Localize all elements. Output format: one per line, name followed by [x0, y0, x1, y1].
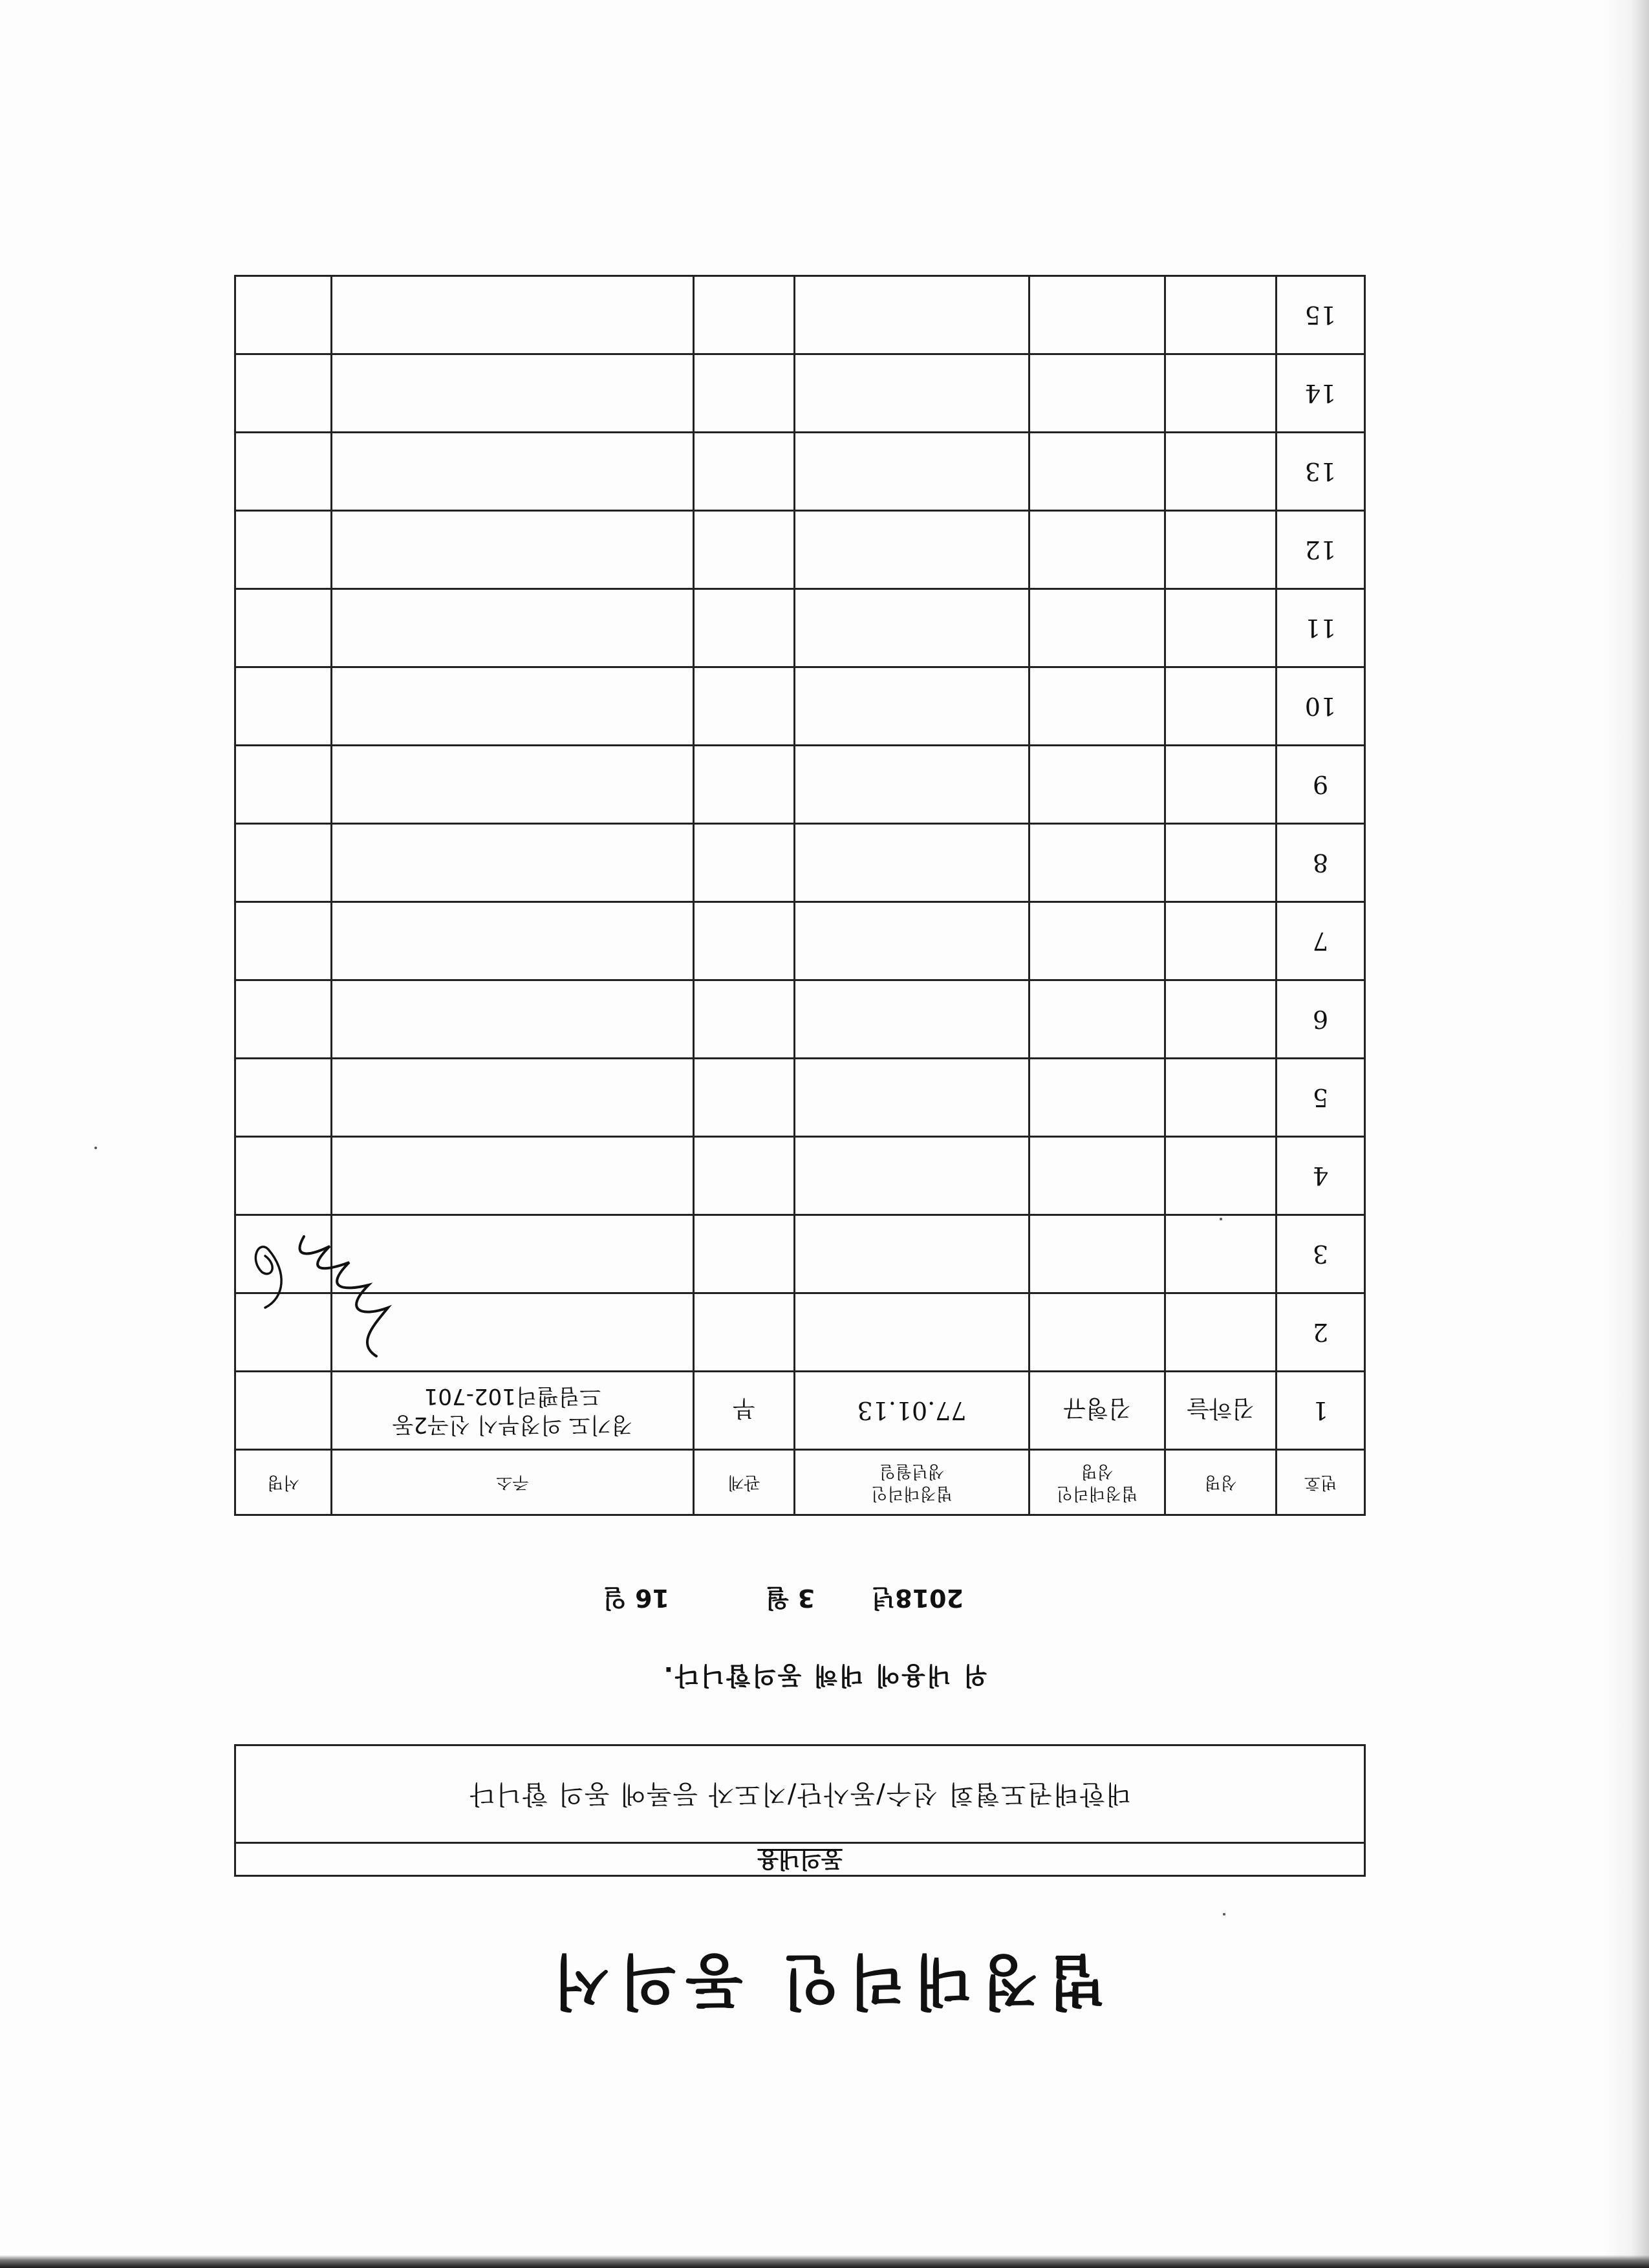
row-name [1165, 1293, 1277, 1372]
table-row [235, 902, 1365, 980]
row-signature [235, 511, 332, 589]
row-address [332, 746, 694, 824]
row-guardian-name: 김형규 [1029, 1372, 1165, 1450]
row-guardian-name [1029, 824, 1165, 902]
row-number: 6 [1277, 980, 1365, 1059]
row-guardian-name [1029, 511, 1165, 589]
row-signature [235, 1059, 332, 1137]
row-guardian-birth [795, 824, 1029, 902]
row-number: 4 [1277, 1137, 1365, 1215]
row-signature [235, 433, 332, 511]
table-row [235, 1215, 1365, 1293]
date-day: 16 일 [603, 1584, 669, 1612]
row-guardian-birth [795, 511, 1029, 589]
row-address [332, 276, 694, 354]
row-name [1165, 746, 1277, 824]
consent-content-body: 대한태권도협회 선수/동사단/지도자 등록에 동의 합니다 [468, 1779, 1132, 1809]
header-no: 번호 [1277, 1450, 1365, 1515]
header-relation: 관계 [694, 1450, 795, 1515]
row-signature [235, 824, 332, 902]
table-row [235, 1372, 1365, 1450]
row-name [1165, 980, 1277, 1059]
row-number: 11 [1277, 589, 1365, 667]
row-name: 김하늘 [1165, 1372, 1277, 1450]
table-row [235, 667, 1365, 746]
row-guardian-birth [795, 1137, 1029, 1215]
header-guardian-birth: 법정대리인 생년월일 [795, 1450, 1029, 1515]
consent-content-box [234, 1744, 1366, 1877]
row-guardian-birth [795, 589, 1029, 667]
row-signature [235, 1372, 332, 1450]
row-address [332, 902, 694, 980]
row-number: 7 [1277, 902, 1365, 980]
row-relation [694, 980, 795, 1059]
row-guardian-birth [795, 1059, 1029, 1137]
row-signature [235, 589, 332, 667]
table-row [235, 980, 1365, 1059]
guardian-table [234, 275, 1366, 1516]
row-name [1165, 433, 1277, 511]
guardian-table-wrapper [236, 279, 1366, 1516]
row-number: 13 [1277, 433, 1365, 511]
row-address [332, 980, 694, 1059]
consent-statement: 위 내용에 대해 동의합니다. [662, 1661, 987, 1690]
scan-speck [1220, 1218, 1222, 1220]
table-row [235, 354, 1365, 433]
row-address [332, 1059, 694, 1137]
row-guardian-name [1029, 276, 1165, 354]
row-relation [694, 433, 795, 511]
header-address: 주소 [332, 1450, 694, 1515]
date-month: 3 월 [765, 1584, 815, 1612]
row-guardian-name [1029, 1215, 1165, 1293]
consent-content-header: 동의내용 [236, 1842, 1364, 1875]
row-number: 9 [1277, 746, 1365, 824]
row-signature [235, 1137, 332, 1215]
row-name [1165, 1215, 1277, 1293]
date-year: 2018년 [871, 1584, 964, 1612]
row-number: 10 [1277, 667, 1365, 746]
header-guardian-name: 법정대리인 성명 [1029, 1450, 1165, 1515]
row-guardian-birth: 77.01.13 [795, 1372, 1029, 1450]
row-guardian-name [1029, 980, 1165, 1059]
row-guardian-birth [795, 667, 1029, 746]
row-name [1165, 824, 1277, 902]
row-guardian-birth [795, 433, 1029, 511]
row-guardian-name [1029, 667, 1165, 746]
row-signature [235, 667, 332, 746]
row-relation [694, 1293, 795, 1372]
row-address [332, 667, 694, 746]
table-row [235, 1059, 1365, 1137]
table-row [235, 433, 1365, 511]
table-row [235, 276, 1365, 354]
row-name [1165, 354, 1277, 433]
row-relation [694, 746, 795, 824]
row-number: 12 [1277, 511, 1365, 589]
row-relation [694, 354, 795, 433]
row-guardian-birth [795, 1215, 1029, 1293]
row-relation [694, 1059, 795, 1137]
scan-speck [94, 1147, 97, 1149]
row-address [332, 1372, 694, 1450]
row-name [1165, 511, 1277, 589]
table-row [235, 746, 1365, 824]
row-guardian-birth [795, 902, 1029, 980]
row-address [332, 824, 694, 902]
scan-edge-shadow [1604, 0, 1649, 2268]
scan-speck [1223, 1913, 1225, 1916]
row-guardian-name [1029, 902, 1165, 980]
header-signature: 서명 [235, 1450, 332, 1515]
header-name: 성명 [1165, 1450, 1277, 1515]
row-number: 15 [1277, 276, 1365, 354]
row-guardian-birth [795, 1293, 1029, 1372]
row-number: 8 [1277, 824, 1365, 902]
row-name [1165, 589, 1277, 667]
table-header-row [235, 1450, 1365, 1515]
row-guardian-birth [795, 746, 1029, 824]
row-guardian-name [1029, 354, 1165, 433]
row-guardian-name [1029, 433, 1165, 511]
row-number: 5 [1277, 1059, 1365, 1137]
row-relation [694, 276, 795, 354]
row-number: 2 [1277, 1293, 1365, 1372]
row-relation [694, 824, 795, 902]
row-guardian-birth [795, 276, 1029, 354]
row-signature [235, 276, 332, 354]
table-row [235, 511, 1365, 589]
row-signature [235, 354, 332, 433]
row-address [332, 354, 694, 433]
row-name [1165, 276, 1277, 354]
row-number: 14 [1277, 354, 1365, 433]
row-relation [694, 511, 795, 589]
row-guardian-name [1029, 1293, 1165, 1372]
row-guardian-name [1029, 589, 1165, 667]
row-relation [694, 1137, 795, 1215]
document-title: 법정대리인 동의서 [543, 1947, 1106, 2016]
table-row [235, 589, 1365, 667]
handwritten-signature [233, 1220, 401, 1369]
row-address [332, 589, 694, 667]
row-signature [235, 902, 332, 980]
scan-edge-band [0, 2255, 1649, 2268]
row-address [332, 1137, 694, 1215]
row-number: 1 [1277, 1372, 1365, 1450]
row-relation [694, 902, 795, 980]
row-guardian-birth [795, 980, 1029, 1059]
row-name [1165, 667, 1277, 746]
row-signature [235, 746, 332, 824]
row-number: 3 [1277, 1215, 1365, 1293]
row-relation: 부 [694, 1372, 795, 1450]
row-address [332, 433, 694, 511]
row-signature [235, 980, 332, 1059]
table-row [235, 824, 1365, 902]
row-name [1165, 1137, 1277, 1215]
table-row [235, 1293, 1365, 1372]
row-guardian-name [1029, 1059, 1165, 1137]
row-address-line2: 드림팰리102-701 [424, 1383, 601, 1409]
row-address [332, 511, 694, 589]
row-relation [694, 667, 795, 746]
row-relation [694, 589, 795, 667]
row-guardian-name [1029, 746, 1165, 824]
row-address-line1: 경기도 의정부시 신곡2동 [392, 1412, 633, 1438]
table-row [235, 1137, 1365, 1215]
date-line [0, 1586, 1649, 1618]
row-name [1165, 902, 1277, 980]
row-guardian-birth [795, 354, 1029, 433]
row-guardian-name [1029, 1137, 1165, 1215]
row-name [1165, 1059, 1277, 1137]
row-relation [694, 1215, 795, 1293]
